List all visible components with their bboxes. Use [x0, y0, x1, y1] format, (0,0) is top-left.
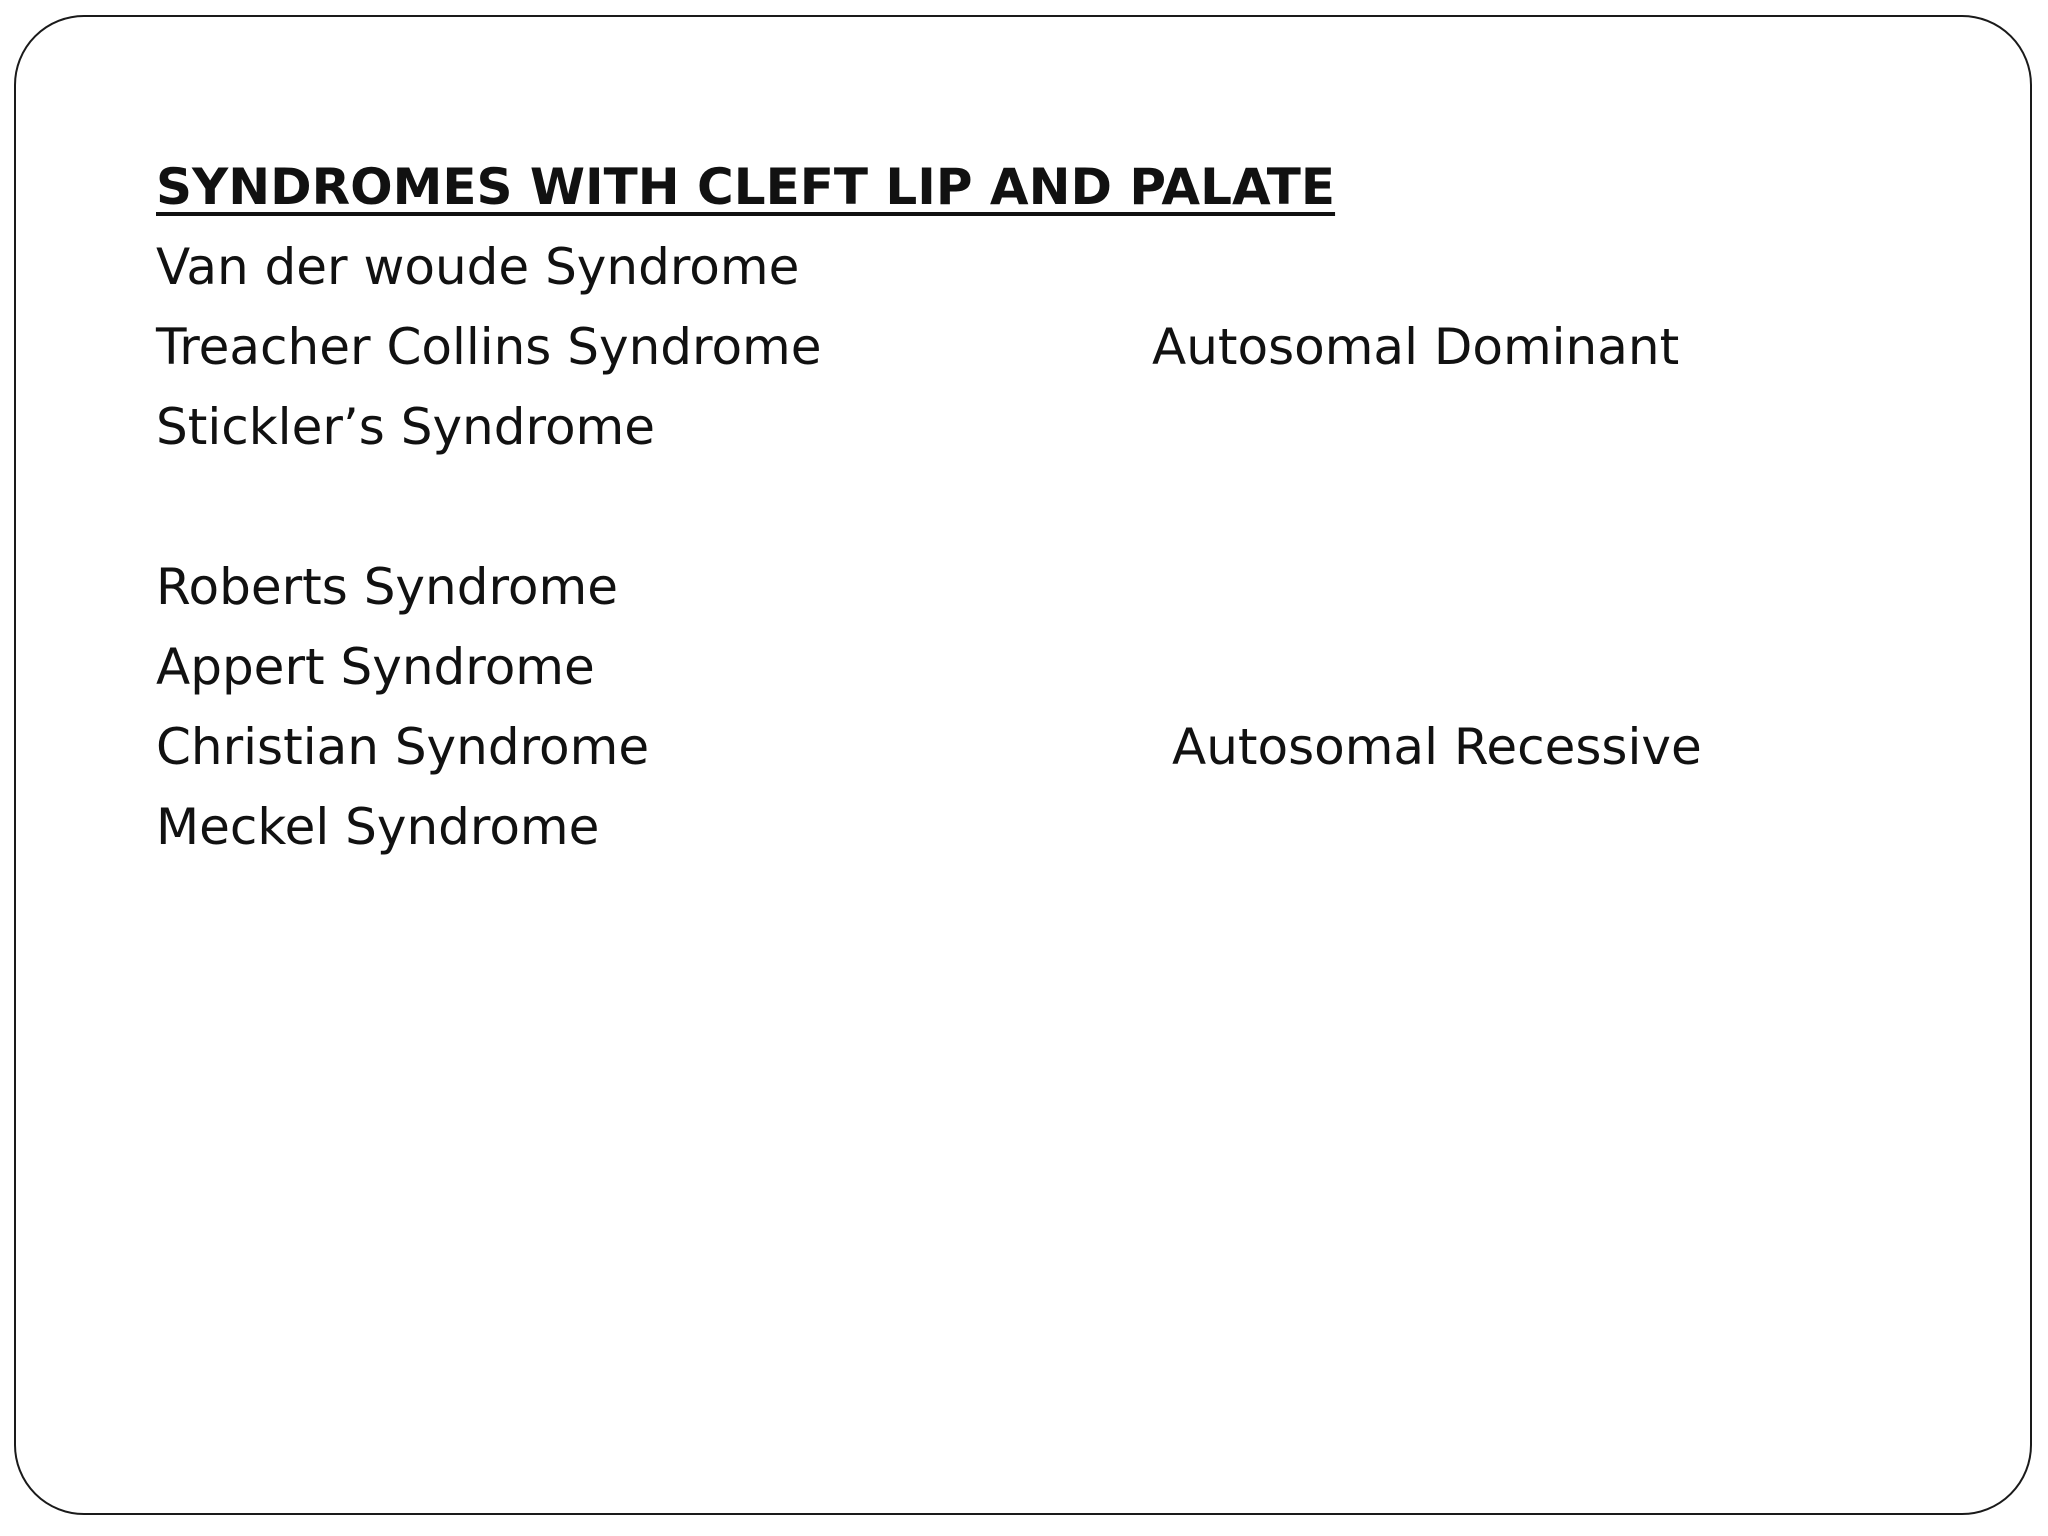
inheritance-label-recessive: Autosomal Recessive	[1172, 718, 1702, 776]
syndrome-item: Roberts Syndrome	[156, 558, 618, 616]
syndrome-item: Appert Syndrome	[156, 638, 595, 696]
syndrome-item: Meckel Syndrome	[156, 798, 600, 856]
slide-frame	[14, 15, 2032, 1515]
syndrome-item: Stickler’s Syndrome	[156, 398, 655, 456]
inheritance-label-dominant: Autosomal Dominant	[1152, 318, 1680, 376]
syndrome-item: Christian Syndrome	[156, 718, 650, 776]
syndrome-item: Van der woude Syndrome	[156, 238, 800, 296]
slide-content	[156, 147, 1956, 867]
slide-title: SYNDROMES WITH CLEFT LIP AND PALATE	[156, 158, 1336, 216]
group-autosomal-dominant	[156, 227, 1956, 467]
group-autosomal-recessive	[156, 547, 1956, 867]
syndrome-item: Treacher Collins Syndrome	[156, 318, 822, 376]
